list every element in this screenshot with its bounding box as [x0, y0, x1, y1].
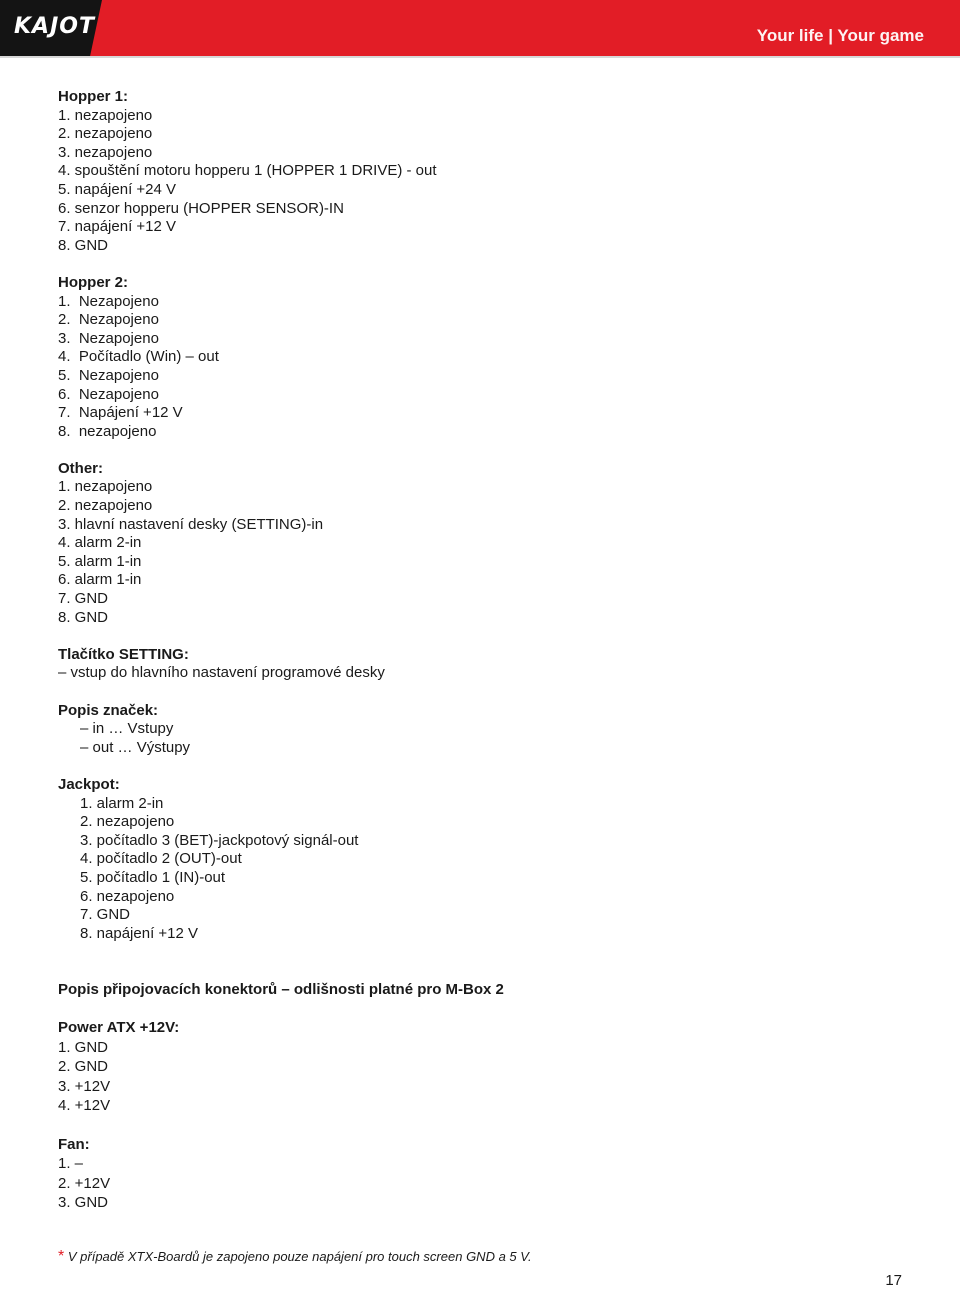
section-legend [58, 702, 918, 758]
list-item: 7. napájení +12 V [58, 218, 177, 236]
list-item: 3. +12V [58, 1077, 111, 1095]
list-item: 2. nezapojeno [58, 125, 153, 143]
kajot-logo: KAJOT [14, 14, 95, 39]
page-header [0, 0, 960, 58]
list-item: 8. napájení +12 V [80, 924, 199, 942]
section-mbox-heading [58, 980, 918, 999]
section-title: Power ATX +12V: [58, 1019, 180, 1037]
page-number: 17 [885, 1272, 902, 1289]
section-hopper-1 [58, 88, 918, 255]
footnote-text: V případě XTX-Boardů je zapojeno pouze napájení pro touch screen GND a 5 V. [67, 1249, 532, 1264]
section-heading: Popis připojovacích konektorů – odlišnosti platné pro M-Box 2 [58, 981, 504, 999]
section-title: Hopper 2: [58, 273, 129, 291]
list-item: 6. nezapojeno [80, 887, 175, 905]
list-item: 4. spouštění motoru hopperu 1 (HOPPER 1 DRIVE) - out [58, 162, 437, 180]
list-item: 2. +12V [58, 1174, 111, 1192]
list-item: 6. alarm 1-in [58, 571, 142, 589]
list-item: 7. Napájení +12 V [58, 404, 183, 422]
list-item: 3. počítadlo 3 (BET)-jackpotový signál-out [80, 831, 359, 849]
list-item: 3. nezapojeno [58, 143, 153, 161]
list-item: 5. napájení +24 V [58, 180, 177, 198]
document-body [58, 88, 918, 1212]
list-item: 1. alarm 2-in [80, 794, 164, 812]
list-item: 1. Nezapojeno [58, 292, 159, 310]
list-item: – in … Vstupy [80, 720, 174, 738]
list-item: 1. nezapojeno [58, 106, 153, 124]
list-item: 4. alarm 2-in [58, 534, 142, 552]
list-item: 5. Nezapojeno [58, 366, 159, 384]
list-item: 7. GND [58, 590, 109, 608]
list-item: 4. Počítadlo (Win) – out [58, 348, 219, 366]
list-item: 3. GND [58, 1193, 109, 1211]
section-title: Popis značek: [58, 701, 159, 719]
section-hopper-2 [58, 274, 918, 441]
list-item: 1. GND [58, 1038, 109, 1056]
section-title: Jackpot: [58, 775, 120, 793]
header-slogan: Your life | Your game [756, 26, 924, 45]
list-item: 2. nezapojeno [58, 497, 153, 515]
list-item: 8. nezapojeno [58, 422, 157, 440]
footnote [58, 1248, 532, 1266]
list-item: – out … Výstupy [80, 738, 191, 756]
footnote-asterisk: * [58, 1248, 65, 1265]
list-item: 2. nezapojeno [80, 813, 175, 831]
section-title: Fan: [58, 1135, 90, 1153]
section-title: Other: [58, 459, 103, 477]
section-power-atx [58, 1018, 918, 1115]
section-title: Tlačítko SETTING: [58, 645, 189, 663]
list-item: 2. GND [58, 1058, 109, 1076]
list-item: 7. GND [80, 906, 131, 924]
list-item: 3. Nezapojeno [58, 329, 159, 347]
list-item: 4. +12V [58, 1096, 111, 1114]
section-title: Hopper 1: [58, 88, 129, 105]
list-item: – vstup do hlavního nastavení programové desky [58, 664, 385, 682]
section-jackpot [58, 776, 918, 943]
section-other [58, 460, 918, 627]
list-item: 4. počítadlo 2 (OUT)-out [80, 850, 242, 868]
list-item: 6. Nezapojeno [58, 385, 159, 403]
list-item: 2. Nezapojeno [58, 311, 159, 329]
list-item: 5. počítadlo 1 (IN)-out [80, 868, 226, 886]
list-item: 8. GND [58, 236, 109, 254]
list-item: 8. GND [58, 608, 109, 626]
section-fan [58, 1135, 918, 1213]
section-setting-button [58, 646, 918, 683]
list-item: 1. – [58, 1155, 84, 1173]
list-item: 6. senzor hopperu (HOPPER SENSOR)-IN [58, 199, 344, 217]
list-item: 5. alarm 1-in [58, 552, 142, 570]
list-item: 3. hlavní nastavení desky (SETTING)-in [58, 515, 324, 533]
list-item: 1. nezapojeno [58, 478, 153, 496]
